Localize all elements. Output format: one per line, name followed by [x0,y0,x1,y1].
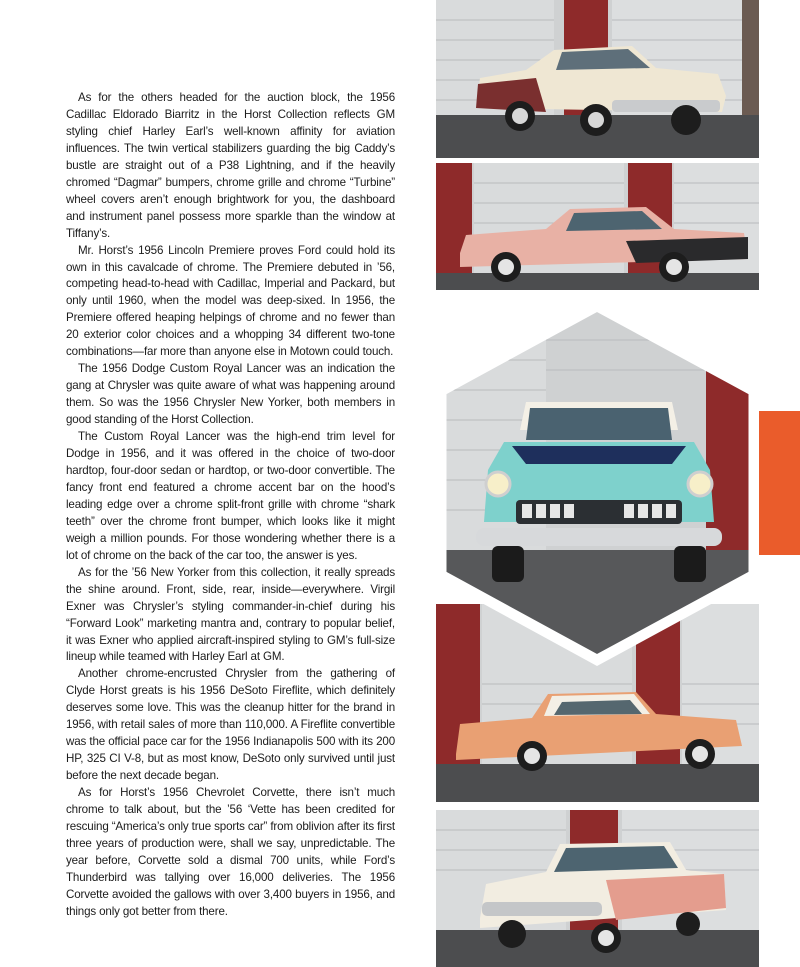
car-photo-2 [436,163,759,290]
article-paragraph: The 1956 Dodge Custom Royal Lancer was an indication the gang at Chrysler was quite aware of what was happening around them. So was the 1956 Chrysler New Yorker, both members in good standing of the Horst Collection. [66,362,395,427]
accent-tab [759,411,800,555]
accent-tab-fill [759,411,800,555]
hexagon-car-photo [436,300,759,666]
article-paragraph: As for the others headed for the auction block, the 1956 Cadillac Eldorado Biarritz in the Horst Collection reflects GM styling chief Harley Earl’s well-known affinity for aviation influences. The twin vertical stabilizers guarding the big Caddy’s bustle are straight out of a P38 Lightning, and if the heavily chromed “Dagmar” bumpers, chrome grille and chrome “Turbine” wheel covers aren’t enough brightwork for you, the dashboard and instrument panel possess more sparkle than the window at Tiffany’s. [66,91,395,240]
article-paragraph: Mr. Horst’s 1956 Lincoln Premiere proves Ford could hold its own in this cavalcade of chrome. The Premiere debuted in ’56, competing head-to-head with Cadillac, Imperial and Packard, but only until 1960, when the model was deep-sixed. In 1956, the Premiere offered heaping helpings of chrome and no fewer than 20 exterior color choices and a whopping 34 different two-tone combinations—far more than anyone else in Motown could touch. [66,243,395,359]
car-photo-5 [436,810,759,967]
photo-column [436,0,759,967]
article-paragraph: As for Horst’s 1956 Chevrolet Corvette, there isn’t much chrome to talk about, but the ’56 ‘Vette has been credited for rescuing “America’s only true sports car” from oblivion after its first three years of production were, shall we say, unpredictable. The year before, Corvette sold a dismal 700 units, while Ford’s Thunderbird was tallying over 16,000 deliveries. The 1956 Corvette avoided the gallows with over 3,400 buyers in 1956, and things only got better from there. [66,786,395,918]
article-body [66,90,395,921]
article-paragraph: The Custom Royal Lancer was the high-end trim level for Dodge in 1956, and it was offered in the choice of two-door hardtop, four-door sedan or hardtop, or two-door convertible. The fancy front end featured a chrome accent bar on the hood’s leading edge over a chrome split-front grille with chrome “shark teeth” over the chrome front bumper, which looks like it might weigh a million pounds. For those wondering whether there is a lot of chrome on the back of the car too, the answer is yes. [66,430,395,562]
car-photo-1 [436,0,759,158]
article-paragraph: As for the ’56 New Yorker from this collection, it really spreads the shine around. Front, side, rear, inside—everywhere. Virgil Exner was Chrysler’s styling commander-in-chief during his “Forward Look” marketing mantra and, contrary to popular belief, it was Exner who applied aircraft-inspired styling to GM’s full-size lineup while teamed with Harley Earl at GM. [66,565,395,664]
article-paragraph: Another chrome-encrusted Chrysler from the gathering of Clyde Horst greats is his 1956 DeSoto Fireflite, which definitely deserves some love. This was the cleanup hitter for the brand in 1956, with retail sales of more than 110,000. A Fireflite convertible was the official pace car for the 1956 Indianapolis 500 with its 200 HP, 325 CI V-8, but as most know, DeSoto only survived until just before the next decade began. [66,667,395,783]
